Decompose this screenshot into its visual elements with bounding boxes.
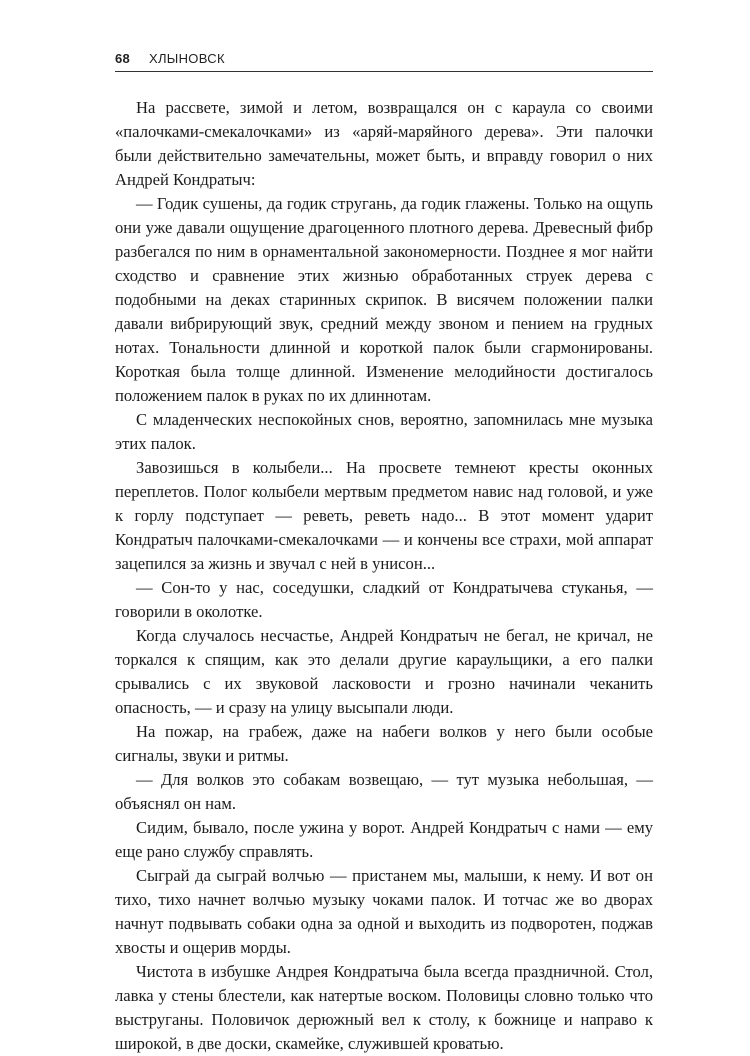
paragraph: — Для волков это собакам возвещаю, — тут музыка небольшая, — объяснял он нам. (115, 770, 653, 813)
paragraph: Чистота в избушке Андрея Кондратыча была всегда праздничной. Стол, лавка у стены блестели, как натертые воском. Половицы словно только что выструганы. Половичок дерюжный вел к столу, к божнице и направо к широкой, в две доски, скамейке, служившей кроватью. (115, 962, 653, 1053)
header-divider (115, 71, 653, 72)
paragraph: На рассвете, зимой и летом, возвращался он с караула со своими «палочками-смекалочками» из «аряй-маряйного дерева». Эти палочки были действительно замечательны, может быть, и вправду говорил о них Андрей Кондратыч: (115, 98, 653, 189)
paragraph: Завозишься в колыбели... На просвете темнеют кресты оконных переплетов. Полог колыбели мертвым предметом навис над головой, и уже к горлу подступает — реветь, реветь надо... В этот момент ударит Кондратыч палочками-смекалочками — и кончены все страхи, мой аппарат зацепился за жизнь и звучал с ней в унисон... (115, 458, 653, 573)
paragraph: Сидим, бывало, после ужина у ворот. Андрей Кондратыч с нами — ему еще рано службу справлять. (115, 818, 653, 861)
paragraph: Сыграй да сыграй волчью — пристанем мы, малыши, к нему. И вот он тихо, тихо начнет волчью музыку чоками палок. И тотчас же во дворах начнут подвывать собаки одна за одной и выходить из подворотен, поджав хвосты и ощерив морды. (115, 866, 653, 957)
page-header (115, 49, 653, 71)
paragraph: — Годик сушены, да годик стругань, да годик глажены. Только на ощупь они уже давали ощущение драгоценного плотного дерева. Древесный фибр разбегался по ним в орнаментальной закономерности. Позднее я мог найти сходство и сравнение этих жизнью обработанных струек дерева с подобными на деках старинных скрипок. В висячем положении палки давали вибрирующий звук, средний между звоном и пением на грудных нотах. Тональности длинной и короткой палок были сгармонированы. Короткая была толще длинной. Изменение мелодийности достигалось положением палок в руках по их длиннотам. (115, 194, 653, 405)
paragraph: — Сон-то у нас, соседушки, сладкий от Кондратычева стуканья, — говорили в околотке. (115, 578, 653, 621)
body-text (115, 96, 653, 1056)
paragraph: На пожар, на грабеж, даже на набеги волков у него были особые сигналы, звуки и ритмы. (115, 722, 653, 765)
paragraph: Когда случалось несчастье, Андрей Кондратыч не бегал, не кричал, не торкался к спящим, как это делали другие караульщики, а его палки срывались с их звуковой ласковости и грозно начинали чеканить опасность, — и сразу на улицу высыпали люди. (115, 626, 653, 717)
paragraph: С младенческих неспокойных снов, вероятно, запомнилась мне музыка этих палок. (115, 410, 653, 453)
page-number: 68 (115, 51, 131, 66)
running-title: ХЛЫНОВСК (149, 51, 225, 66)
